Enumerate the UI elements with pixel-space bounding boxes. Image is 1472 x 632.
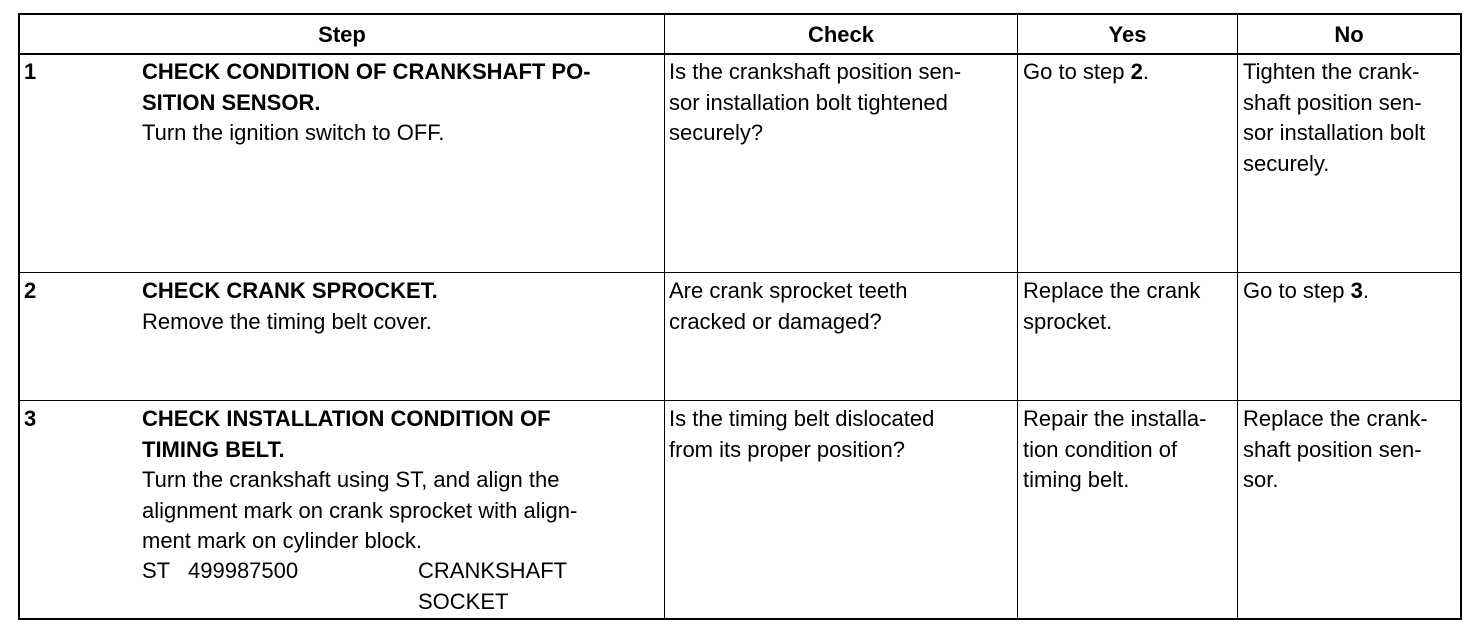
no-line: Tighten the crank-	[1243, 59, 1420, 84]
yes-line: Repair the installa-	[1023, 406, 1207, 431]
tool-label: ST	[142, 558, 171, 583]
row-divider	[20, 272, 1460, 273]
step-title-line: CHECK CRANK SPROCKET.	[142, 278, 438, 303]
step-description	[142, 404, 577, 557]
no-line: securely.	[1243, 150, 1330, 176]
step-text-line: Remove the timing belt cover.	[142, 308, 432, 334]
step-description	[142, 57, 591, 149]
yes-text: Go to step	[1023, 59, 1131, 84]
step-title-line: CHECK CONDITION OF CRANKSHAFT PO-	[142, 59, 591, 84]
check-line: Is the crankshaft position sen-	[669, 59, 962, 84]
yes-line: timing belt.	[1023, 467, 1130, 492]
no-line: shaft position sen-	[1243, 89, 1422, 115]
check-question	[669, 276, 907, 337]
yes-action	[1023, 404, 1206, 496]
header-yes: Yes	[1108, 22, 1147, 47]
check-line: cracked or damaged?	[669, 308, 882, 334]
yes-line: Replace the crank	[1023, 278, 1201, 303]
check-line: securely?	[669, 120, 764, 145]
header-check: Check	[807, 22, 875, 47]
yes-action	[1023, 276, 1200, 337]
header-no: No	[1334, 22, 1364, 47]
step-title-line: SITION SENSOR.	[142, 89, 321, 115]
step-number: 3	[24, 406, 37, 431]
no-action	[1243, 276, 1369, 307]
no-text-end: .	[1362, 278, 1369, 303]
column-divider	[1237, 15, 1238, 618]
step-title-line: TIMING BELT.	[142, 436, 285, 462]
no-line: sor.	[1243, 467, 1279, 492]
step-number: 1	[24, 59, 37, 84]
tool-name-line: CRANKSHAFT	[418, 558, 568, 583]
column-divider	[1017, 15, 1018, 618]
column-divider	[664, 15, 665, 618]
step-text-line: alignment mark on crank sprocket with align-	[142, 497, 578, 523]
tool-name-line: SOCKET	[418, 588, 509, 614]
step-number: 2	[24, 278, 37, 303]
header-step: Step	[318, 22, 366, 47]
yes-line: tion condition of	[1023, 436, 1178, 462]
step-title-line: CHECK INSTALLATION CONDITION OF	[142, 406, 551, 431]
no-step-ref: 3	[1350, 278, 1363, 303]
step-text-line: ment mark on cylinder block.	[142, 528, 422, 553]
check-line: sor installation bolt tightened	[669, 89, 948, 115]
row-divider	[20, 400, 1460, 401]
check-line: Are crank sprocket teeth	[669, 278, 908, 303]
yes-text-end: .	[1142, 59, 1149, 84]
no-action	[1243, 57, 1425, 179]
step-text-line: Turn the ignition switch to OFF.	[142, 120, 445, 145]
check-question	[669, 57, 961, 149]
no-line: sor installation bolt	[1243, 120, 1426, 145]
yes-action	[1023, 57, 1149, 88]
no-text: Go to step	[1243, 278, 1351, 303]
yes-step-ref: 2	[1130, 59, 1143, 84]
check-line: from its proper position?	[669, 436, 905, 462]
yes-line: sprocket.	[1023, 308, 1113, 334]
step-text-line: Turn the crankshaft using ST, and align the	[142, 467, 560, 492]
no-line: Replace the crank-	[1243, 406, 1428, 431]
check-question	[669, 404, 934, 465]
no-line: shaft position sen-	[1243, 436, 1422, 462]
check-line: Is the timing belt dislocated	[669, 406, 935, 431]
step-description	[142, 276, 438, 337]
diagnostic-table	[18, 13, 1462, 620]
tool-name	[418, 556, 567, 617]
no-action	[1243, 404, 1428, 496]
tool-part-number: 499987500	[188, 558, 299, 583]
